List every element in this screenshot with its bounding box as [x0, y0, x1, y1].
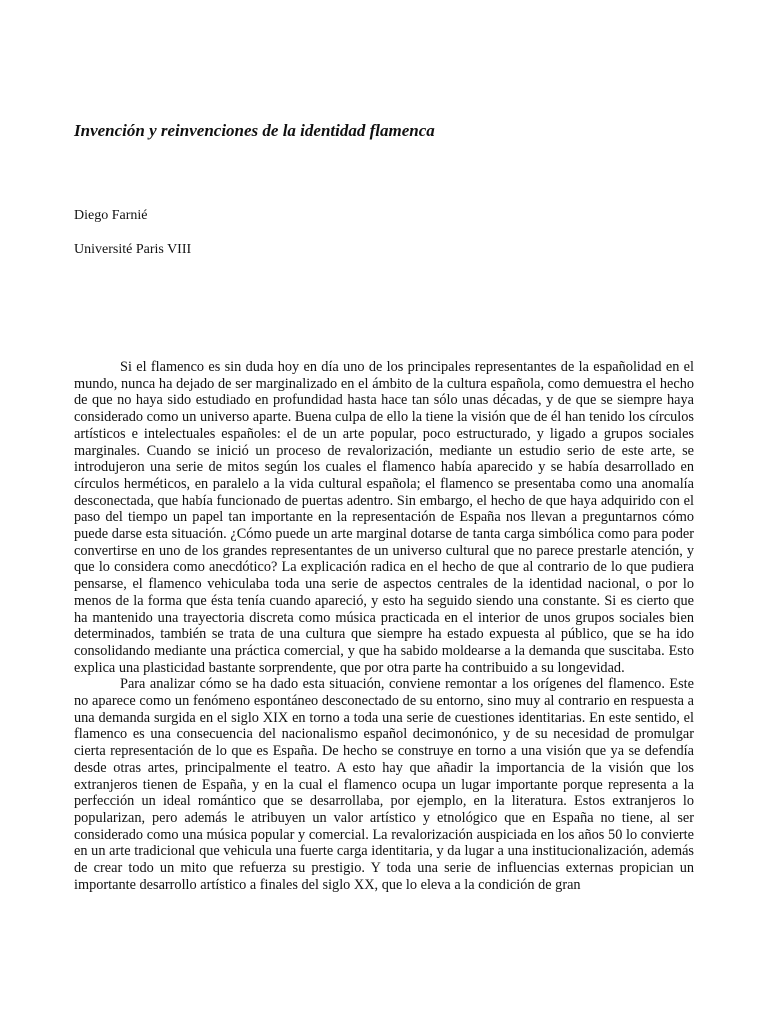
- paragraph: Para analizar cómo se ha dado esta situación, conviene remontar a los orígenes del flamenco. Este no aparece como un fenómeno espontáneo desconectado de su entorno, sino muy al contrario en respuesta a una demanda surgida en el siglo XIX en torno a toda una serie de cuestiones identitarias. En este sentido, el flamenco es una consecuencia del nacionalismo español decimonónico, y de su necesidad de promulgar cierta representación de lo que es España. De hecho se construye en torno a una visión que ya se defendía desde otras artes, principalmente el teatro. A esto hay que añadir la importancia de la visión que los extranjeros tienen de España, y en la cual el flamenco ocupa un lugar importante porque representa a la perfección un ideal romántico que se desarrollaba, por ejemplo, en la literatura. Estos extranjeros lo popularizan, pero además le atribuyen un valor artístico y etnológico que en España no tiene, al ser considerado como una música popular y comercial. La revalorización auspiciada en los años 50 lo convierte en un arte tradicional que vehicula una fuerte carga identitaria, y da lugar a una institucionalización, además de crear todo un mito que refuerza su prestigio. Y toda una serie de influencias externas propician un importante desarrollo artístico a finales del siglo XX, que lo eleva a la condición de gran: [74, 676, 694, 893]
- body-text: [74, 359, 694, 894]
- author-affiliation: Université Paris VIII: [74, 242, 192, 257]
- author-name: Diego Farnié: [74, 208, 148, 223]
- paragraph: Si el flamenco es sin duda hoy en día uno de los principales representantes de la españolidad en el mundo, nunca ha dejado de ser marginalizado en el ámbito de la cultura española, como demuestra el hecho de que no haya sido estudiado en profundidad hasta hace tan sólo unas décadas, y de que se siempre haya considerado como un universo aparte. Buena culpa de ello la tiene la visión que de él han tenido los círculos artísticos e intelectuales españoles: el de un arte popular, poco estructurado, y ligado a grupos sociales marginales. Cuando se inició un proceso de revalorización, mediante un estudio serio de este arte, se introdujeron una serie de mitos según los cuales el flamenco había aparecido y se había desarrollado en círculos herméticos, en paralelo a la vida cultural española; el flamenco se presentaba como una anomalía desconectada, que había funcionado de puertas adentro. Sin embargo, el hecho de que haya adquirido con el paso del tiempo un papel tan importante en la representación de España nos llevan a preguntarnos cómo puede darse esta situación. ¿Cómo puede un arte marginal dotarse de tanta carga simbólica como para poder convertirse en uno de los grandes representantes de un universo cultural que no parece prestarle atención, y que lo considera como anecdótico? La explicación radica en el hecho de que al contrario de lo que pudiera pensarse, el flamenco vehiculaba toda una serie de aspectos centrales de la identidad nacional, o por lo menos de la forma que ésta tenía cuando apareció, y esto ha seguido siendo una constante. Si es cierto que ha mantenido una trayectoria discreta como música practicada en el interior de unos grupos sociales bien determinados, también se trata de una cultura que siempre ha estado expuesta al público, que se ha ido consolidando mediante una práctica comercial, y que ha sabido moldearse a la demanda que suscitaba. Esto explica una plasticidad bastante sorprendente, que por otra parte ha contribuido a su longevidad.: [74, 359, 694, 676]
- paper-title: Invención y reinvenciones de la identidad flamenca: [74, 121, 435, 140]
